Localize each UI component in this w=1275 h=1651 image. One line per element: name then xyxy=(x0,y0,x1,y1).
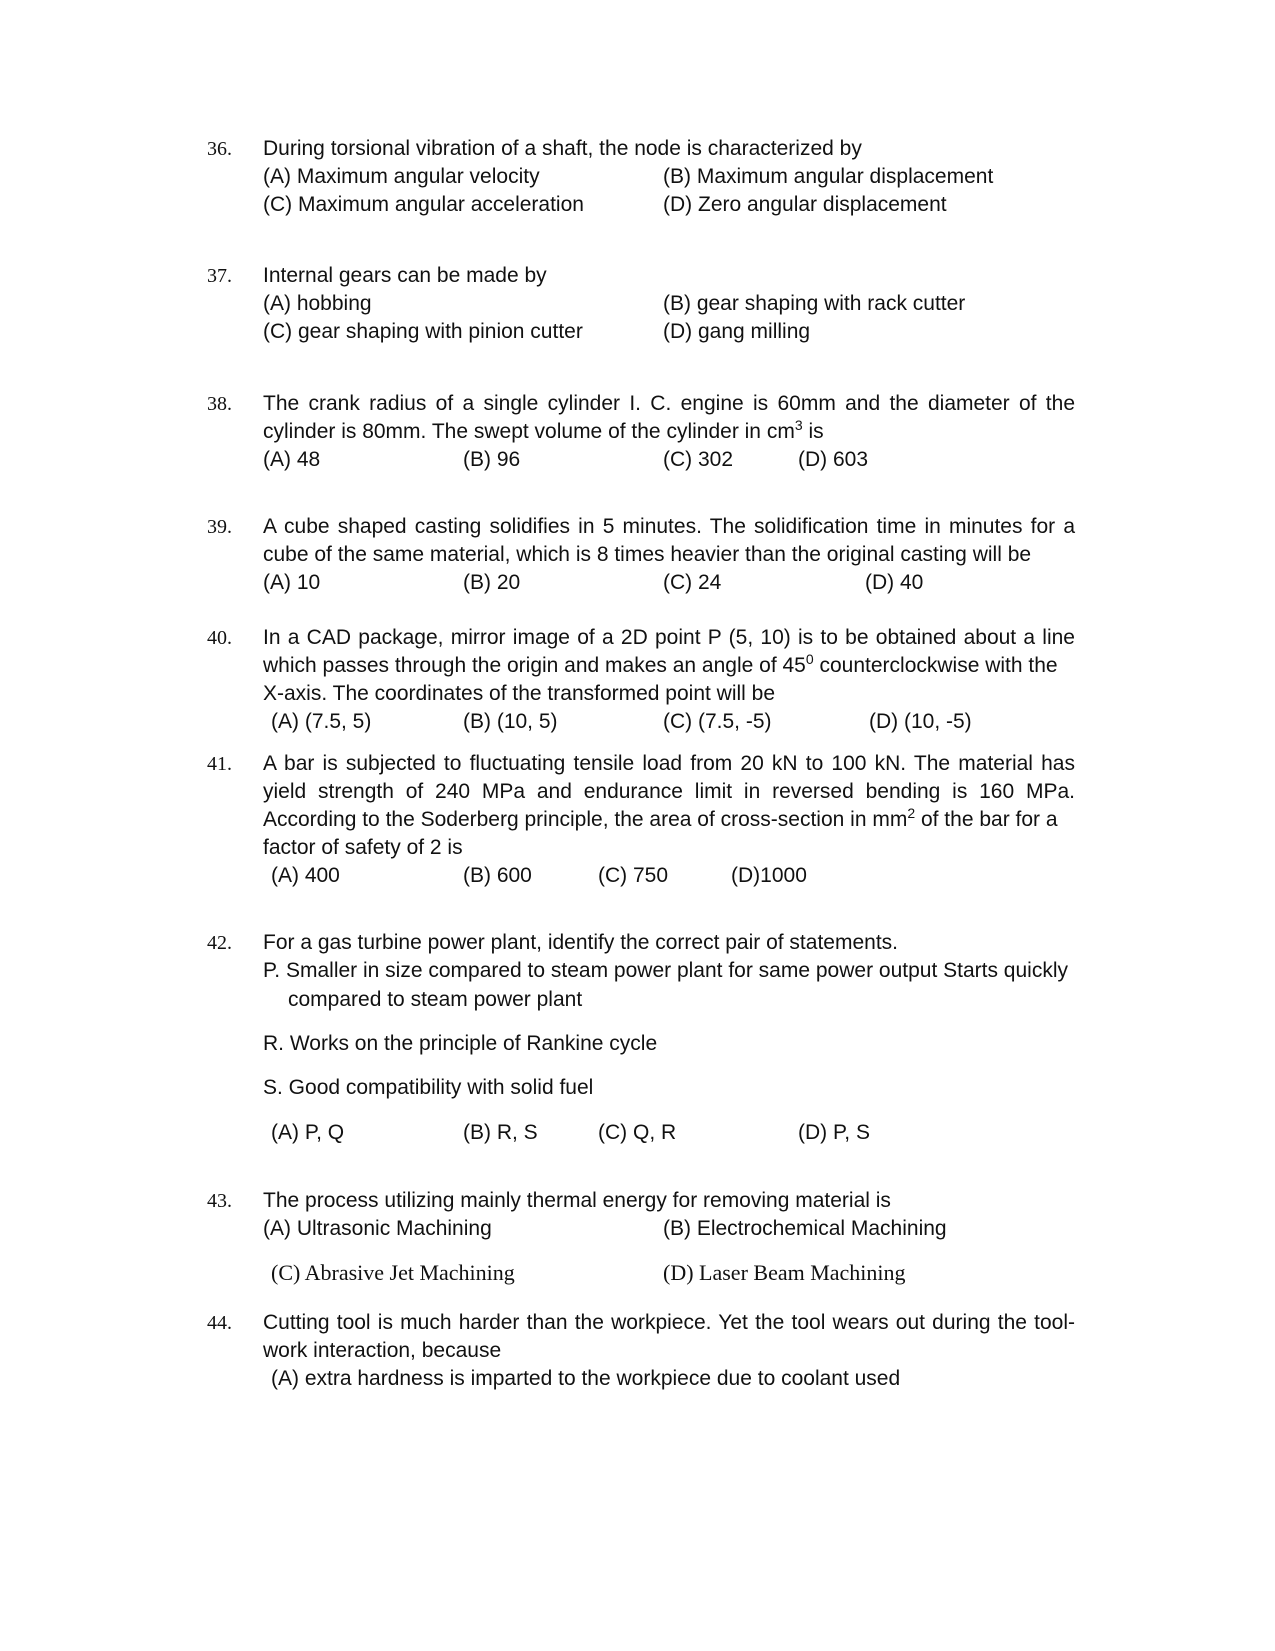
options-row xyxy=(263,290,1075,318)
option-a: (A) Maximum angular velocity xyxy=(263,165,540,188)
option-b: (B) Maximum angular displacement xyxy=(663,165,994,188)
options-row xyxy=(263,318,1075,346)
option-c: (C) 24 xyxy=(663,571,722,594)
question-body xyxy=(263,1309,1075,1393)
question-number: 39. xyxy=(207,516,232,538)
question-number: 38. xyxy=(207,393,232,415)
option-a: (A) 400 xyxy=(271,864,340,887)
stem-text: which passes through the origin and makes an angle of 45 xyxy=(263,654,806,677)
option-b: (B) gear shaping with rack cutter xyxy=(663,292,966,315)
question-body xyxy=(263,135,1075,219)
option-b: (B) (10, 5) xyxy=(463,710,558,733)
superscript: 2 xyxy=(907,805,916,821)
options-row xyxy=(263,1365,1075,1393)
statement-s: S. Good compatibility with solid fuel xyxy=(263,1076,594,1099)
option-b: (B) 20 xyxy=(463,571,521,594)
question-number: 44. xyxy=(207,1312,232,1334)
question-stem-line: work interaction, because xyxy=(263,1339,502,1362)
superscript: 0 xyxy=(805,651,814,667)
option-a: (A) 48 xyxy=(263,448,321,471)
question-body xyxy=(263,624,1075,736)
question-stem-line: X-axis. The coordinates of the transformed point will be xyxy=(263,682,776,705)
question-body xyxy=(263,513,1075,597)
option-b: (B) R, S xyxy=(463,1121,538,1144)
question-stem-line: cube of the same material, which is 8 times heavier than the original casting will be xyxy=(263,543,1032,566)
question-body xyxy=(263,1187,1075,1287)
option-c: (C) Abrasive Jet Machining xyxy=(271,1260,515,1285)
stem-text: is xyxy=(802,420,824,443)
statement-p-continued: compared to steam power plant xyxy=(288,988,583,1011)
option-d: (D) gang milling xyxy=(663,320,811,343)
question-stem: For a gas turbine power plant, identify the correct pair of statements. xyxy=(263,931,898,954)
question-body xyxy=(263,390,1075,474)
option-b: (B) Electrochemical Machining xyxy=(663,1217,947,1240)
question-stem-line: yield strength of 240 MPa and endurance limit in reversed bending is 160 MPa. xyxy=(263,780,1075,803)
option-c: (C) Maximum angular acceleration xyxy=(263,193,584,216)
stem-text: cylinder is 80mm. The swept volume of the cylinder in cm xyxy=(263,420,795,443)
option-c: (C) 750 xyxy=(598,864,669,887)
option-c: (C) gear shaping with pinion cutter xyxy=(263,320,583,343)
question-number: 37. xyxy=(207,265,232,287)
option-d: (D)1000 xyxy=(731,864,807,887)
options-row xyxy=(263,569,1075,597)
option-c: (C) 302 xyxy=(663,448,734,471)
question-stem: The process utilizing mainly thermal energy for removing material is xyxy=(263,1189,891,1212)
stem-text: of the bar for a xyxy=(915,808,1058,831)
question-stem-line: The crank radius of a single cylinder I. C. engine is 60mm and the diameter of the xyxy=(263,392,1075,415)
option-c: (C) (7.5, -5) xyxy=(663,710,772,733)
question-number: 41. xyxy=(207,753,232,775)
option-d: (D) 40 xyxy=(865,571,924,594)
option-d: (D) 603 xyxy=(798,448,869,471)
question-number: 43. xyxy=(207,1190,232,1212)
options-row xyxy=(263,1215,1075,1243)
option-a: (A) Ultrasonic Machining xyxy=(263,1217,492,1240)
question-stem: Internal gears can be made by xyxy=(263,264,547,287)
question-stem-line xyxy=(263,652,1075,680)
option-c: (C) Q, R xyxy=(598,1121,677,1144)
question-stem-line: factor of safety of 2 is xyxy=(263,836,463,859)
superscript: 3 xyxy=(794,417,803,433)
question-body xyxy=(263,262,1075,346)
question-body xyxy=(263,750,1075,890)
option-a: (A) (7.5, 5) xyxy=(271,710,372,733)
options-row xyxy=(263,708,1075,736)
option-d: (D) Zero angular displacement xyxy=(663,193,947,216)
question-number: 42. xyxy=(207,932,232,954)
stem-text: According to the Soderberg principle, the area of cross-section in mm xyxy=(263,808,908,831)
question-number: 40. xyxy=(207,627,232,649)
question-stem: During torsional vibration of a shaft, the node is characterized by xyxy=(263,137,862,160)
options-row xyxy=(263,163,1075,191)
option-d: (D) P, S xyxy=(798,1121,870,1144)
statement-p: P. Smaller in size compared to steam power plant for same power output Starts quickly xyxy=(263,959,1068,982)
options-row xyxy=(263,1119,1075,1147)
option-a: (A) hobbing xyxy=(263,292,372,315)
options-row xyxy=(263,862,1075,890)
options-row xyxy=(263,1259,1075,1287)
option-b: (B) 600 xyxy=(463,864,532,887)
statement-r: R. Works on the principle of Rankine cycle xyxy=(263,1032,658,1055)
question-stem-line: A cube shaped casting solidifies in 5 minutes. The solidification time in minutes for a xyxy=(263,515,1075,538)
question-stem-line: A bar is subjected to fluctuating tensile load from 20 kN to 100 kN. The material has xyxy=(263,752,1075,775)
option-a: (A) extra hardness is imparted to the workpiece due to coolant used xyxy=(271,1367,901,1390)
option-a: (A) P, Q xyxy=(271,1121,345,1144)
question-stem-line xyxy=(263,418,1075,446)
question-stem-line xyxy=(263,806,1075,834)
option-a: (A) 10 xyxy=(263,571,321,594)
options-row xyxy=(263,191,1075,219)
stem-text: counterclockwise with the xyxy=(813,654,1058,677)
options-row xyxy=(263,446,1075,474)
question-stem-line: In a CAD package, mirror image of a 2D point P (5, 10) is to be obtained about a line xyxy=(263,626,1075,649)
option-d: (D) (10, -5) xyxy=(869,710,972,733)
option-d: (D) Laser Beam Machining xyxy=(663,1260,906,1285)
question-body xyxy=(263,929,1075,1147)
question-stem-line: Cutting tool is much harder than the workpiece. Yet the tool wears out during the tool- xyxy=(263,1311,1075,1334)
option-b: (B) 96 xyxy=(463,448,521,471)
question-number: 36. xyxy=(207,138,232,160)
